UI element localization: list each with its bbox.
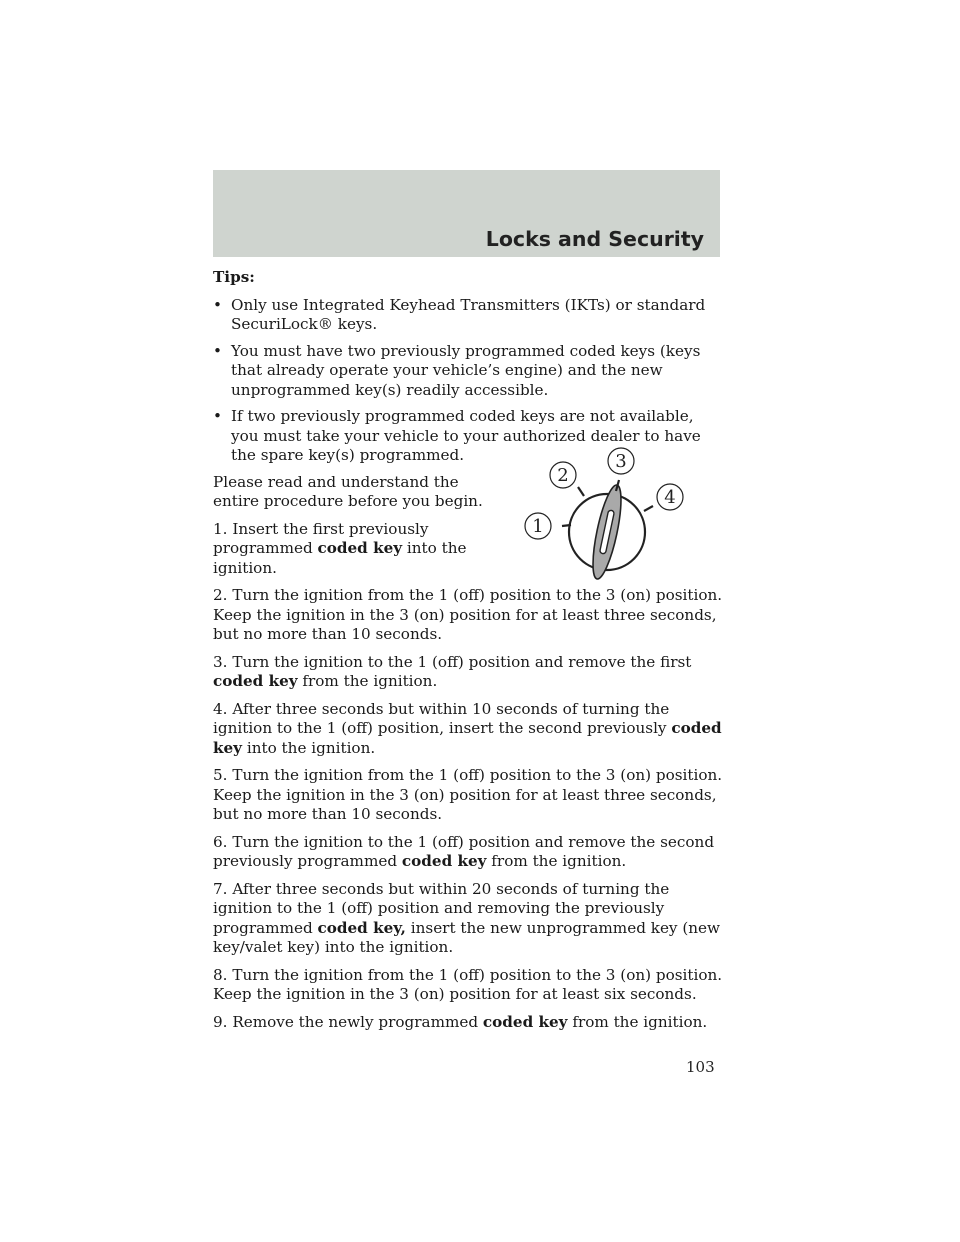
tip-item: • You must have two previously programmed coded keys (keys that already operate your vehicle’s engine) and the new unprogrammed key(s) readily accessible. [213,341,701,399]
section-header-bar [213,170,720,257]
position-2-callout [550,462,576,488]
tips-list [213,296,723,466]
step-5: 5. Turn the ignition from the 1 (off) position to the 3 (on) position. Keep the ignition in the 3 (on) position for at least three seconds, but no more than 10 seconds. [213,766,723,823]
tip-item: • Only use Integrated Keyhead Transmitters (IKTs) or standard SecuriLock® keys. [213,295,706,333]
position-4-callout [657,484,683,510]
ignition-diagram [518,446,698,582]
step-6: 6. Turn the ignition to the 1 (off) position and remove the second previously programmed coded key from the ignition. [213,832,715,870]
svg-text:1: 1 [532,516,544,537]
position-4-tick [644,506,653,511]
svg-text:2: 2 [557,465,569,486]
intro-paragraph: Please read and understand the entire procedure before you begin. [213,472,483,510]
step-9: 9. Remove the newly programmed coded key from the ignition. [213,1012,708,1031]
position-1-tick [562,525,571,526]
step-2: 2. Turn the ignition from the 1 (off) position to the 3 (on) position. Keep the ignition in the 3 (on) position for at least three seconds, but no more than 10 seconds. [213,586,723,643]
page-number: 103 [686,1058,715,1076]
tips-heading: Tips: [213,268,255,286]
step-1: 1. Insert the first previously programmed coded key into the ignition. [213,519,467,577]
tip-item: • If two previously programmed coded keys are not available, you must take your vehicle to your authorized dealer to have the spare key(s) programmed. [213,407,701,464]
ignition-key-svg [518,446,698,582]
svg-text:3: 3 [615,451,627,472]
svg-text:4: 4 [664,487,676,508]
step-3: 3. Turn the ignition to the 1 (off) position and remove the first coded key from the ignition. [213,652,692,690]
position-2-tick [578,487,584,496]
bullet-icon: • [213,295,222,314]
position-3-callout [608,448,634,474]
position-1-callout [525,513,551,539]
step-7: 7. After three seconds but within 20 seconds of turning the ignition to the 1 (off) position and removing the previously programmed coded key, insert the new unprogrammed key (new key/valet key) into the ignition. [213,879,721,956]
step-4: 4. After three seconds but within 10 seconds of turning the ignition to the 1 (off) position, insert the second previously coded key into the ignition. [213,699,722,757]
section-title: Locks and Security [485,227,704,251]
bullet-icon: • [213,341,222,360]
step-8: 8. Turn the ignition from the 1 (off) position to the 3 (on) position. Keep the ignition in the 3 (on) position for at least six seconds. [213,965,723,1003]
bullet-icon: • [213,407,222,425]
page-content [213,268,723,1040]
